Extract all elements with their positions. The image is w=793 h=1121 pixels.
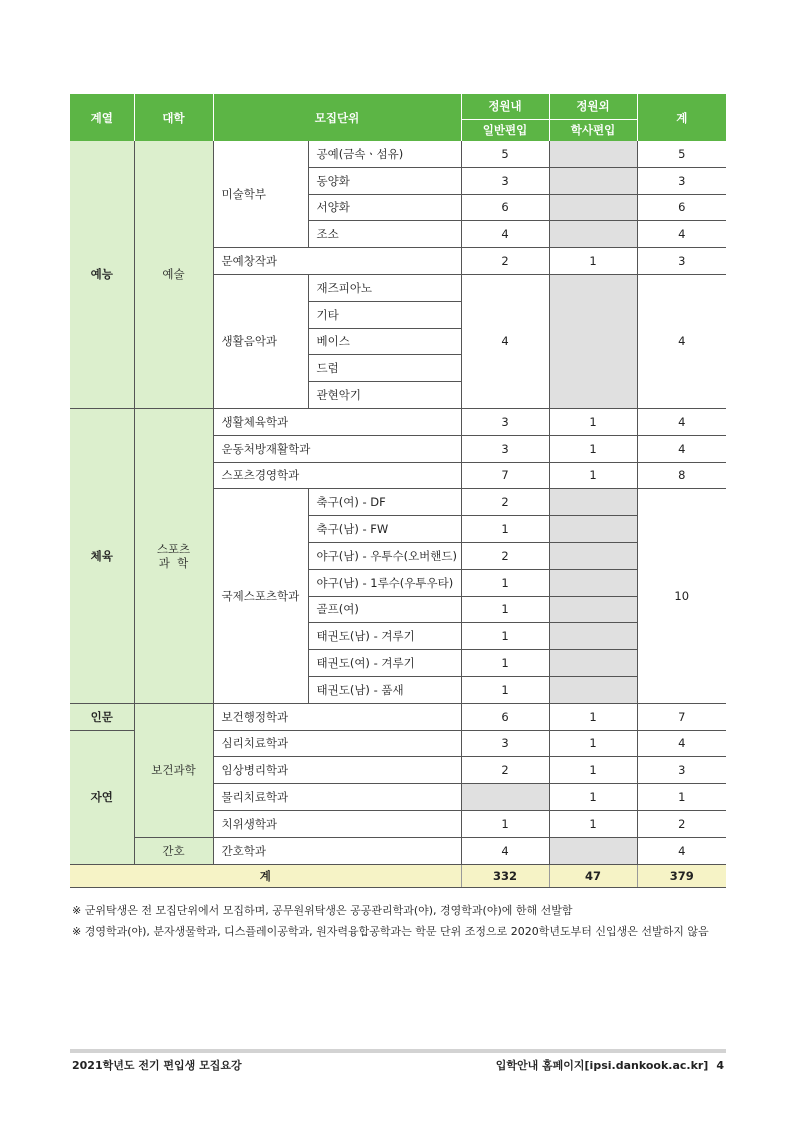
major-cell: 골프(여): [308, 596, 461, 623]
bachelor-count-empty: [549, 623, 637, 650]
major-cell: 드럼: [308, 355, 461, 382]
general-count: 4: [461, 221, 549, 248]
major-cell: 태권도(남) - 품새: [308, 676, 461, 703]
total-row: [70, 864, 726, 887]
header-unit: 모집단위: [213, 94, 461, 141]
bachelor-count-empty: [549, 650, 637, 677]
general-count: 1: [461, 623, 549, 650]
major-cell: 태권도(남) - 겨루기: [308, 623, 461, 650]
quota-table: [70, 94, 726, 888]
general-count: 3: [461, 435, 549, 462]
bachelor-count-empty: [549, 274, 637, 408]
general-count: 6: [461, 703, 549, 730]
total-count: 3: [637, 757, 726, 784]
header-out-quota: 정원외: [549, 94, 637, 119]
bachelor-count: 1: [549, 757, 637, 784]
college-cell: 예술: [134, 141, 213, 408]
major-cell: 축구(여) - DF: [308, 489, 461, 516]
field-cell: 인문: [70, 703, 134, 730]
bachelor-count: 1: [549, 703, 637, 730]
bachelor-count-empty: [549, 542, 637, 569]
general-count: 1: [461, 650, 549, 677]
bachelor-count-empty: [549, 489, 637, 516]
page-number: 4: [716, 1059, 724, 1072]
header-in-quota: 정원내: [461, 94, 549, 119]
total-bachelor: 47: [549, 864, 637, 887]
footer-title: 2021학년도 전기 편입생 모집요강: [72, 1059, 242, 1072]
total-count: 8: [637, 462, 726, 489]
major-cell: 야구(남) - 1루수(우투우타): [308, 569, 461, 596]
total-count: 4: [637, 730, 726, 757]
table-row: [70, 408, 726, 435]
major-cell: 서양화: [308, 194, 461, 221]
bachelor-count-empty: [549, 167, 637, 194]
total-count: 4: [637, 408, 726, 435]
bachelor-count: 1: [549, 810, 637, 837]
bachelor-count: 1: [549, 248, 637, 275]
dept-cell: 임상병리학과: [213, 757, 461, 784]
footer-divider: [70, 1049, 726, 1053]
total-count: 1: [637, 784, 726, 811]
field-cell: 예능: [70, 141, 134, 408]
college-cell: 보건과학: [134, 703, 213, 837]
college-line: 과 학: [158, 555, 189, 570]
bachelor-count-empty: [549, 596, 637, 623]
header-bachelor-transfer: 학사편입: [549, 119, 637, 141]
bachelor-count: 1: [549, 730, 637, 757]
dept-cell: 물리치료학과: [213, 784, 461, 811]
total-count: 4: [637, 837, 726, 864]
general-count: 1: [461, 596, 549, 623]
major-cell: 동양화: [308, 167, 461, 194]
major-cell: 조소: [308, 221, 461, 248]
bachelor-count-empty: [549, 221, 637, 248]
dept-cell: 미술학부: [213, 141, 308, 248]
table-row: [70, 141, 726, 167]
bachelor-count-empty: [549, 569, 637, 596]
bachelor-count-empty: [549, 194, 637, 221]
total-count: 7: [637, 703, 726, 730]
general-count: 1: [461, 810, 549, 837]
total-count: 3: [637, 167, 726, 194]
field-cell: 체육: [70, 408, 134, 703]
bachelor-count: 1: [549, 462, 637, 489]
general-count-empty: [461, 784, 549, 811]
footer-info: [496, 1057, 724, 1073]
general-count: 1: [461, 676, 549, 703]
major-cell: 공예(금속ㆍ섬유): [308, 141, 461, 167]
general-count: 3: [461, 730, 549, 757]
dept-cell: 생활음악과: [213, 274, 308, 408]
bachelor-count-empty: [549, 837, 637, 864]
table-row: [70, 837, 726, 864]
header-general-transfer: 일반편입: [461, 119, 549, 141]
bachelor-count-empty: [549, 676, 637, 703]
college-cell: [134, 408, 213, 703]
dept-cell: 치위생학과: [213, 810, 461, 837]
footer-homepage: 입학안내 홈페이지[ipsi.dankook.ac.kr]: [495, 1059, 709, 1072]
note-discontinued: ※ 경영학과(야), 분자생물학과, 디스플레이공학과, 원자력융합공학과는 학문 단위 조정으로 2020학년도부터 신입생은 선발하지 않음: [72, 925, 709, 938]
dept-cell: 생활체육학과: [213, 408, 461, 435]
total-count: 2: [637, 810, 726, 837]
bachelor-count: 1: [549, 435, 637, 462]
major-cell: 축구(남) - FW: [308, 516, 461, 543]
general-count: 3: [461, 408, 549, 435]
dept-cell: 문예창작과: [213, 248, 461, 275]
general-count: 2: [461, 757, 549, 784]
bachelor-count-empty: [549, 516, 637, 543]
dept-cell: 심리치료학과: [213, 730, 461, 757]
header-college: 대학: [134, 94, 213, 141]
general-count: 2: [461, 489, 549, 516]
major-cell: 관현악기: [308, 382, 461, 409]
major-cell: 야구(남) - 우투수(오버핸드): [308, 542, 461, 569]
dept-cell: 간호학과: [213, 837, 461, 864]
college-cell: 간호: [134, 837, 213, 864]
general-count: 5: [461, 141, 549, 167]
general-count: 1: [461, 516, 549, 543]
dept-cell: 보건행정학과: [213, 703, 461, 730]
total-count: 3: [637, 248, 726, 275]
header-field: 계열: [70, 94, 134, 141]
total-sum: 379: [637, 864, 726, 887]
general-count: 4: [461, 837, 549, 864]
total-count: 5: [637, 141, 726, 167]
major-cell: 재즈피아노: [308, 274, 461, 301]
bachelor-count: 1: [549, 784, 637, 811]
total-count: 4: [637, 274, 726, 408]
general-count: 4: [461, 274, 549, 408]
note-military: ※ 군위탁생은 전 모집단위에서 모집하며, 공무원위탁생은 공공관리학과(야), 경영학과(야)에 한해 선발함: [72, 904, 573, 917]
general-count: 3: [461, 167, 549, 194]
total-general: 332: [461, 864, 549, 887]
general-count: 2: [461, 542, 549, 569]
header-total: 계: [637, 94, 726, 141]
total-count: 4: [637, 435, 726, 462]
college-line: 스포츠: [156, 541, 191, 556]
total-count: 4: [637, 221, 726, 248]
major-cell: 베이스: [308, 328, 461, 355]
dept-cell: 국제스포츠학과: [213, 489, 308, 703]
general-count: 1: [461, 569, 549, 596]
major-cell: 기타: [308, 301, 461, 328]
general-count: 7: [461, 462, 549, 489]
general-count: 6: [461, 194, 549, 221]
field-cell: 자연: [70, 730, 134, 864]
bachelor-count-empty: [549, 141, 637, 167]
dept-cell: 스포츠경영학과: [213, 462, 461, 489]
major-cell: 태권도(여) - 겨루기: [308, 650, 461, 677]
general-count: 2: [461, 248, 549, 275]
total-count: 10: [637, 489, 726, 703]
bachelor-count: 1: [549, 408, 637, 435]
table-row: [70, 703, 726, 730]
total-label: 계: [70, 864, 461, 887]
total-count: 6: [637, 194, 726, 221]
dept-cell: 운동처방재활학과: [213, 435, 461, 462]
notes: [72, 904, 772, 946]
